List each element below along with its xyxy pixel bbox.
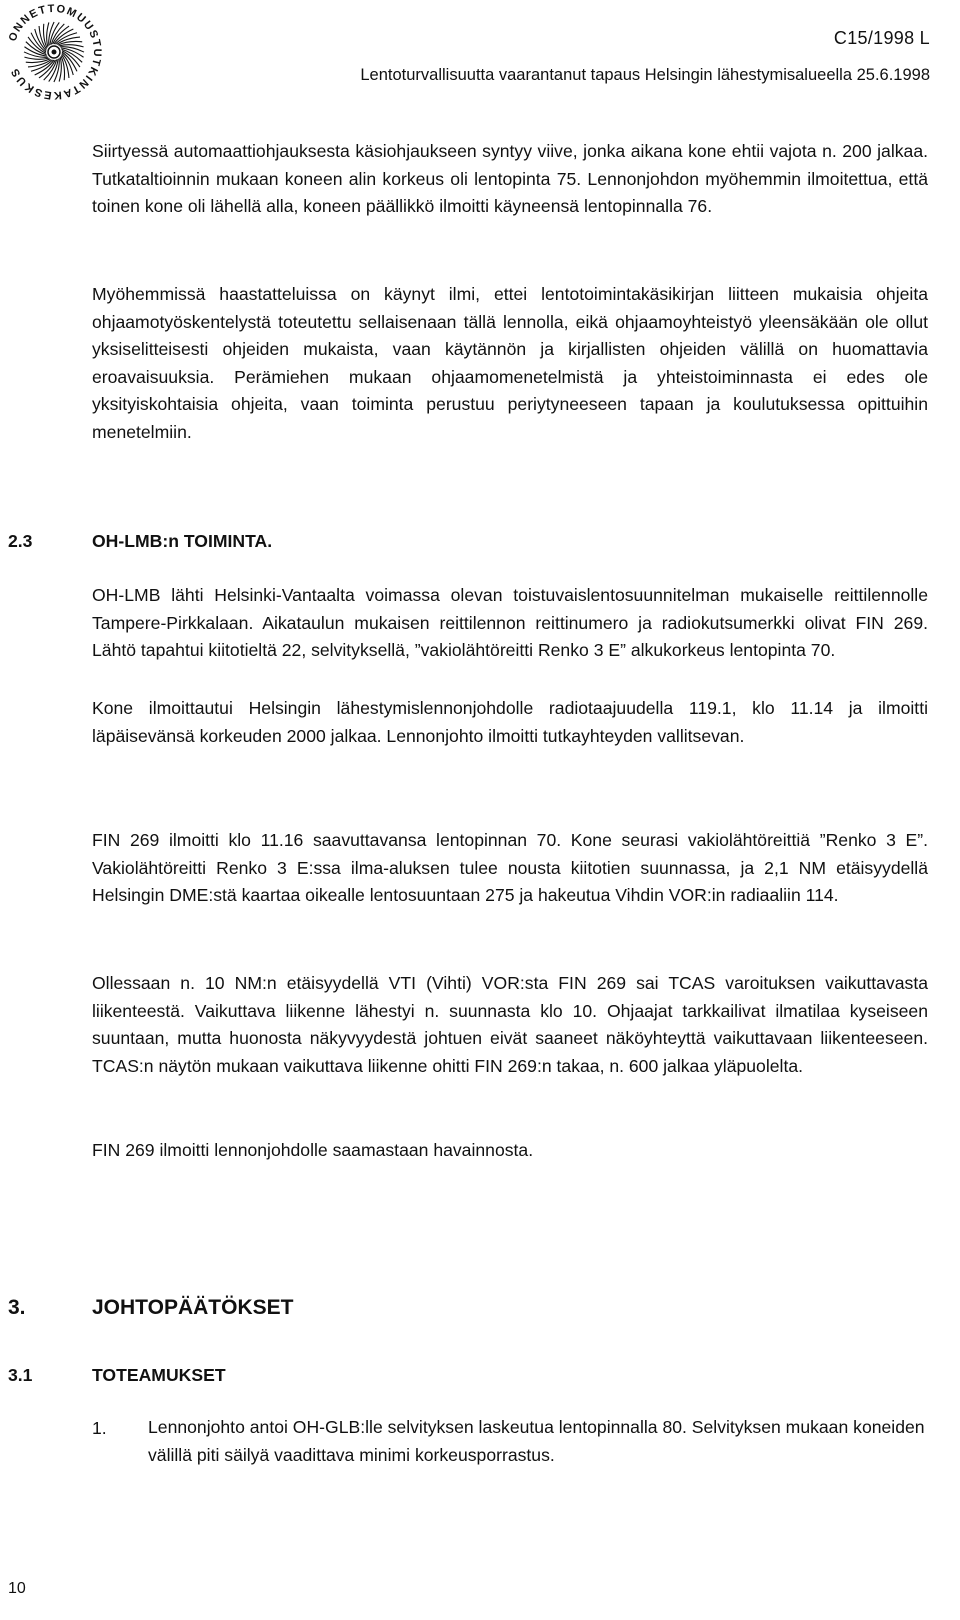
paragraph-flight-level: FIN 269 ilmoitti klo 11.16 saavuttavansa lentopinnan 70. Kone seurasi vakiolähtöreittiä ”Renko 3 E”. Vakiolähtöreitti Renko 3 E:ssa ilma-aluksen tulee nousta kiitotien suunnassa, ja 2,1 NM etäisyydellä Helsingin DME:stä kaartaa oikealle lentosuuntaan 275 ja hakeutua Vihdin VOR:in radiaaliin 114. — [92, 830, 928, 905]
section-number: 3.1 — [8, 1365, 33, 1385]
paragraph-tcas-warning: Ollessaan n. 10 NM:n etäisyydellä VTI (Vihti) VOR:sta FIN 269 sai TCAS varoituksen vaikuttavasta liikenteestä. Vaikuttava liikenne lähestyi n. suunnasta klo 10. Ohjaajat tarkkailivat ilmatilaa kyseiseen suuntaan, mutta huonosta näkyvyydestä johtuen eivät saaneet näköyhteyttä vaikuttavaan liikenteeseen. TCAS:n näytön mukaan vaikuttava liikenne ohitti FIN 269:n takaa, n. 600 jalkaa yläpuolelta. — [92, 973, 928, 1076]
section-heading-2-3 — [0, 531, 960, 561]
section-number: 3. — [8, 1296, 26, 1319]
paragraph-radio-contact: Kone ilmoittautui Helsingin lähestymislennonjohdolle radiotaajuudella 119.1, klo 11.14 ja ilmoitti läpäisevänsä korkeuden 2000 jalkaa. Lennonjohto ilmoitti tutkayhteyden vallitsevan. — [92, 698, 928, 746]
logo-lettering: ONNETTOMUUSTUTKINTAKESKUS — [6, 2, 104, 102]
paragraph-departure: OH-LMB lähti Helsinki-Vantaalta voimassa olevan toistuvaislentosuunnitelman mukaiselle reittilennolle Tampere-Pirkkalaan. Aikataulun mukaisen reittilennon reittinumero ja radiokutsumerkki olivat FIN 269. Lähtö tapahtui kiitotieltä 22, selvityksellä, ”vakiolähtöreitti Renko 3 E” alkukorkeus lentopinta 70. — [92, 585, 928, 660]
paragraph-report: FIN 269 ilmoitti lennonjohdolle saamastaan havainnosta. — [92, 1140, 534, 1160]
paragraph-autopilot-disconnect: Siirtyessä automaattiohjauksesta käsiohjaukseen syntyy viive, jonka aikana kone ehtii vajota n. 200 jalkaa. Tutkataltioinnin mukaan koneen alin korkeus oli lentopinta 75. Lennonjohdon myöhemmin ilmoitettua, että toinen kone oli lähellä alla, koneen päällikkö ilmoitti käyneensä lentopinnalla 76. — [92, 141, 928, 216]
list-item-number: 1. — [92, 1418, 107, 1438]
section-title: TOTEAMUKSET — [92, 1365, 226, 1385]
page-number: 10 — [8, 1580, 26, 1597]
document-code: C15/1998 L — [833, 28, 930, 48]
onnettomuustutkintakeskus-logo — [2, 0, 106, 104]
document-title: Lentoturvallisuutta vaarantanut tapaus Helsingin lähestymisalueella 25.6.1998 — [360, 66, 930, 84]
list-item-text: Lennonjohto antoi OH-GLB:lle selvityksen laskeutua lentopinnalla 80. Selvityksen mukaan koneiden välillä piti säilyä vaadittava minimi korkeusporrastus. — [148, 1417, 925, 1465]
paragraph-interviews: Myöhemmissä haastatteluissa on käynyt ilmi, ettei lentotoimintakäsikirjan liitteen mukaisia ohjeita ohjaamotyöskentelystä toteutettu sellaisenaan tällä lennolla, eikä ohjaamoyhteistyö yleensäkään ole ollut yksiselitteisesti ohjeiden mukaista, vaan käytännön ja kirjallisten ohjeiden välillä on huomattavia eroavaisuuksia. Perämiehen mukaan ohjaamomenetelmistä ja yhteistoiminnasta ei edes ole yksityiskohtaisia ohjeita, vaan toiminta perustuu periytyneeseen tapaan ja koulutuksessa opittuihin menetelmiin. — [92, 284, 928, 442]
section-title: OH-LMB:n TOIMINTA. — [92, 531, 273, 551]
section-number: 2.3 — [8, 531, 33, 551]
section-heading-3-1 — [0, 1365, 960, 1395]
section-heading-3 — [0, 1296, 960, 1328]
section-title: JOHTOPÄÄTÖKSET — [92, 1296, 294, 1319]
